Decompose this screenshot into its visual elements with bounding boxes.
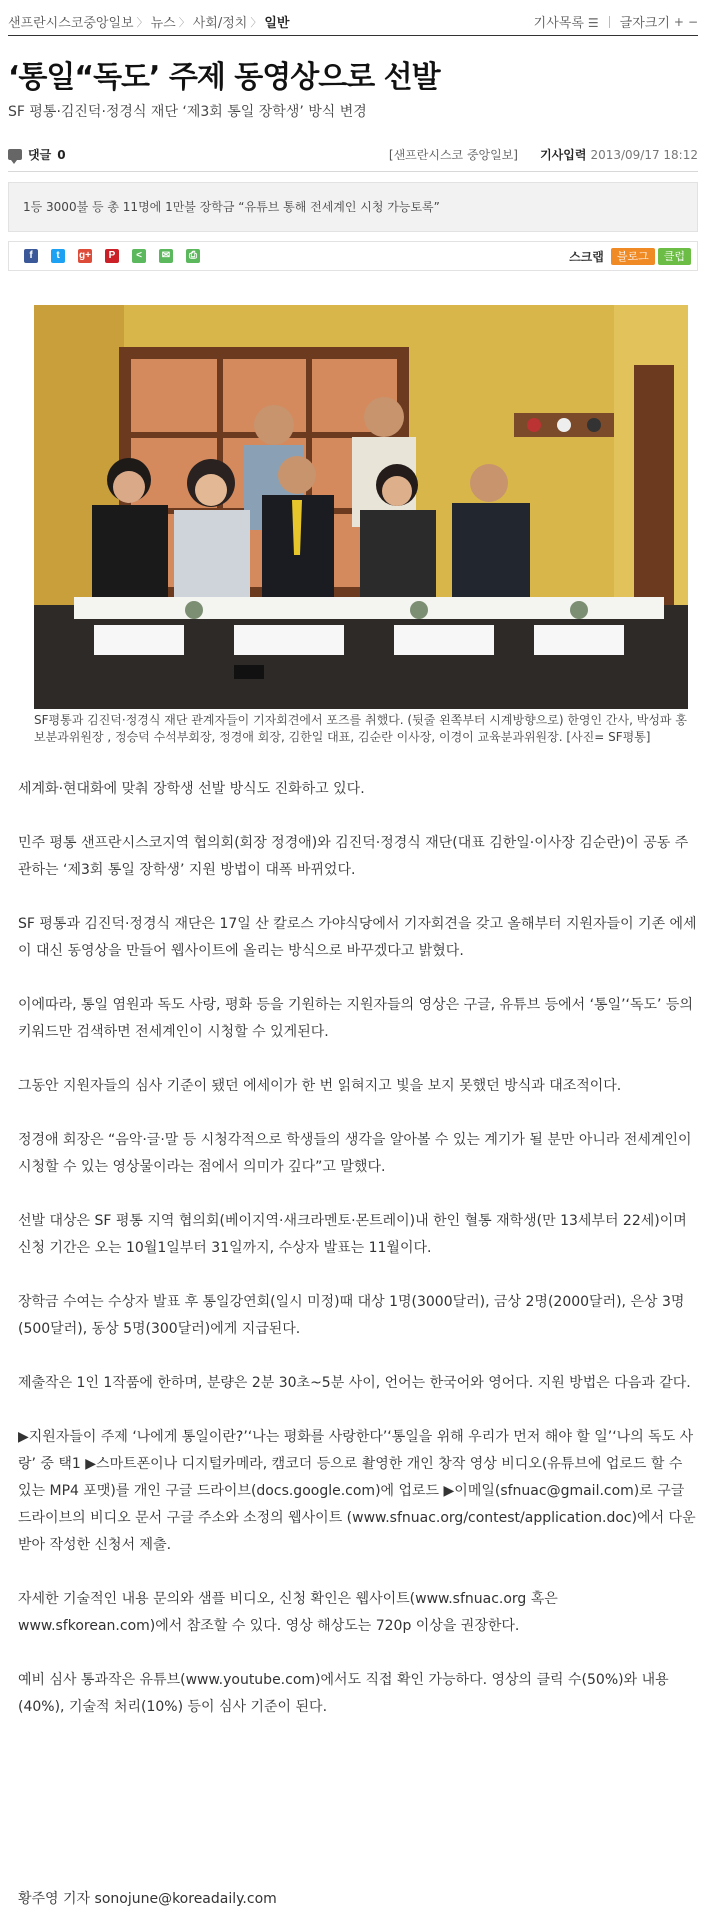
breadcrumb-separator: 〉 [136, 15, 148, 29]
group-photo-image [34, 305, 688, 709]
twitter-icon[interactable]: t [51, 249, 65, 263]
print-icon[interactable]: ⎙ [186, 249, 200, 263]
article-paragraph: 이에따라, 통일 염원과 독도 사랑, 평화 등을 기원하는 지원자들의 영상은 구글, 유튜브 등에서 ‘통일’‘독도’ 등의 키워드만 검색하면 전세계인이 시청할 수 있게된다. [18, 997, 693, 1040]
club-button[interactable]: 클럽 [658, 248, 691, 265]
divider [8, 171, 698, 172]
photo-caption: SF평통과 김진덕·정경식 재단 관계자들이 기자회견에서 포즈를 취했다. (뒷줄 왼쪽부터 시계방향으로) 한영인 간사, 박성파 홍보분과위원장 , 정승덕 수석부회장, 정경애 회장, 김한일 대표, 김순란 이사장, 이경이 교육분과위원장. [사진= SF평통] [34, 713, 687, 744]
article-paragraph: 장학금 수여는 수상자 발표 후 통일강연회(일시 미정)때 대상 1명(3000달러), 금상 2명(2000달러), 은상 3명(500달러), 동상 5명(300달러)에게 지급된다. [18, 1294, 685, 1337]
breadcrumb-separator: 〉 [250, 15, 262, 29]
date-value: 2013/09/17 18:12 [590, 148, 698, 162]
share-bar [8, 241, 698, 271]
share-icons [24, 249, 213, 263]
menu-icon: ☰ [587, 16, 599, 30]
date-label: 기사입력 [540, 148, 587, 162]
article-date [540, 146, 698, 163]
article-list-link[interactable] [534, 12, 599, 31]
comment-icon [8, 149, 22, 160]
breadcrumb-item-site[interactable]: 샌프란시스코중앙일보 [8, 16, 134, 31]
facebook-icon[interactable]: f [24, 249, 38, 263]
breadcrumb [8, 12, 289, 31]
article-photo [34, 305, 688, 709]
article-paragraph: SF 평통과 김진덕·정경식 재단은 17일 산 칼로스 가야식당에서 기자회견을 갖고 올해부터 지원자들이 기존 에세이 대신 동영상을 만들어 웹사이트에 올리는 방식으로 바꾸겠다고 밝혔다. [18, 916, 697, 959]
comment-link[interactable] [8, 146, 66, 163]
top-links [534, 12, 698, 31]
article-paragraph: 민주 평통 샌프란시스코지역 협의회(회장 정경애)와 김진덕·정경식 재단(대표 김한일·이사장 김순란)이 공동 주관하는 ‘제3회 통일 장학생’ 지원 방법이 대폭 바뀌었다. [18, 835, 689, 878]
article-meta [8, 144, 698, 166]
breadcrumb-item-general[interactable]: 일반 [264, 16, 290, 31]
breadcrumb-separator: 〉 [178, 15, 190, 29]
article-body [18, 776, 698, 1748]
article-paragraph: 선발 대상은 SF 평통 지역 협의회(베이지역·새크라멘토·몬트레이)내 한인 혈통 재학생(만 13세부터 22세)이며 신청 기간은 오는 10월1일부터 31일까지, 수상자 발표는 11월이다. [18, 1213, 687, 1256]
article-paragraph: ▶지원자들이 주제 ‘나에게 통일이란?’‘나는 평화를 사랑한다’‘통일을 위해 우리가 먼저 해야 할 일’‘나의 독도 사랑’ 중 택1 ▶스마트폰이나 디지털카메라, 캠코더 등으로 촬영한 개인 창작 영상 비디오(유튜브에 업로드 할 수 있는 MP4 포맷)를 개인 구글 드라이브(docs.google.com)에 업로드 ▶이메일(sfnuac@gmail.com)로 구글 드라이브의 비디오 문서 구글 주소와 소정의 웹사이트 (www.sfnuac.org/contest/application.doc)에서 다운받아 작성한 신청서 제출. [18, 1429, 696, 1553]
article-paragraph: 그동안 지원자들의 심사 기준이 됐던 에세이가 한 번 읽혀지고 빛을 보지 못했던 방식과 대조적이다. [18, 1078, 622, 1094]
comment-count: 0 [57, 147, 66, 162]
article-paragraph: 자세한 기술적인 내용 문의와 샘플 비디오, 신청 확인은 웹사이트(www.sfnuac.org 혹은 www.sfkorean.com)에서 참조할 수 있다. 영상 해상도는 720p 이상을 권장한다. [18, 1591, 558, 1634]
article-source: [샌프란시스코 중앙일보] [388, 148, 518, 162]
divider [609, 16, 610, 28]
article-list-label: 기사목록 [533, 16, 584, 31]
summary-box: 1등 3000불 등 총 11명에 1만불 장학금 “유튜브 통해 전세계인 시청 가능토록” [8, 182, 698, 232]
font-decrease-button[interactable]: − [687, 14, 698, 29]
divider [8, 35, 698, 36]
breadcrumb-item-society[interactable]: 사회/정치 [192, 16, 248, 31]
article-paragraph: 제출작은 1인 1작품에 한하며, 분량은 2분 30초~5분 사이, 언어는 한국어와 영어다. 지원 방법은 다음과 같다. [18, 1375, 691, 1391]
comment-label: 댓글 [28, 148, 52, 162]
article-paragraph: 예비 심사 통과작은 유튜브(www.youtube.com)에서도 직접 확인 가능하다. 영상의 클릭 수(50%)와 내용(40%), 기술적 처리(10%) 등이 심사 기준이 된다. [18, 1672, 669, 1715]
scrap-label: 스크랩 [569, 250, 604, 264]
font-increase-button[interactable]: + [673, 14, 684, 29]
blog-button[interactable]: 블로그 [611, 248, 655, 265]
article-paragraph: 세계화·현대화에 맞춰 장학생 선발 방식도 진화하고 있다. [18, 781, 365, 797]
share-icon[interactable]: < [132, 249, 146, 263]
font-size-label: 글자크기 [619, 16, 670, 31]
subheadline: SF 평통·김진덕·정경식 재단 ‘제3회 통일 장학생’ 방식 변경 [8, 104, 367, 120]
headline: ‘통일“독도’ 주제 동영상으로 선발 [8, 60, 440, 95]
breadcrumb-item-news[interactable]: 뉴스 [150, 16, 176, 31]
scrap-group [569, 248, 691, 265]
byline: 황주영 기자 sonojune@koreadaily.com [18, 1891, 277, 1907]
top-bar [8, 8, 698, 32]
article-paragraph: 정경애 회장은 “음악·글·말 등 시청각적으로 학생들의 생각을 알아볼 수 있는 계기가 될 분만 아니라 전세계인이 시청할 수 있는 영상물이라는 점에서 의미가 깊다”고 말했다. [18, 1132, 692, 1175]
email-icon[interactable]: ✉ [159, 249, 173, 263]
google-plus-icon[interactable]: g+ [79, 250, 91, 261]
pinterest-icon[interactable]: P [105, 249, 119, 263]
